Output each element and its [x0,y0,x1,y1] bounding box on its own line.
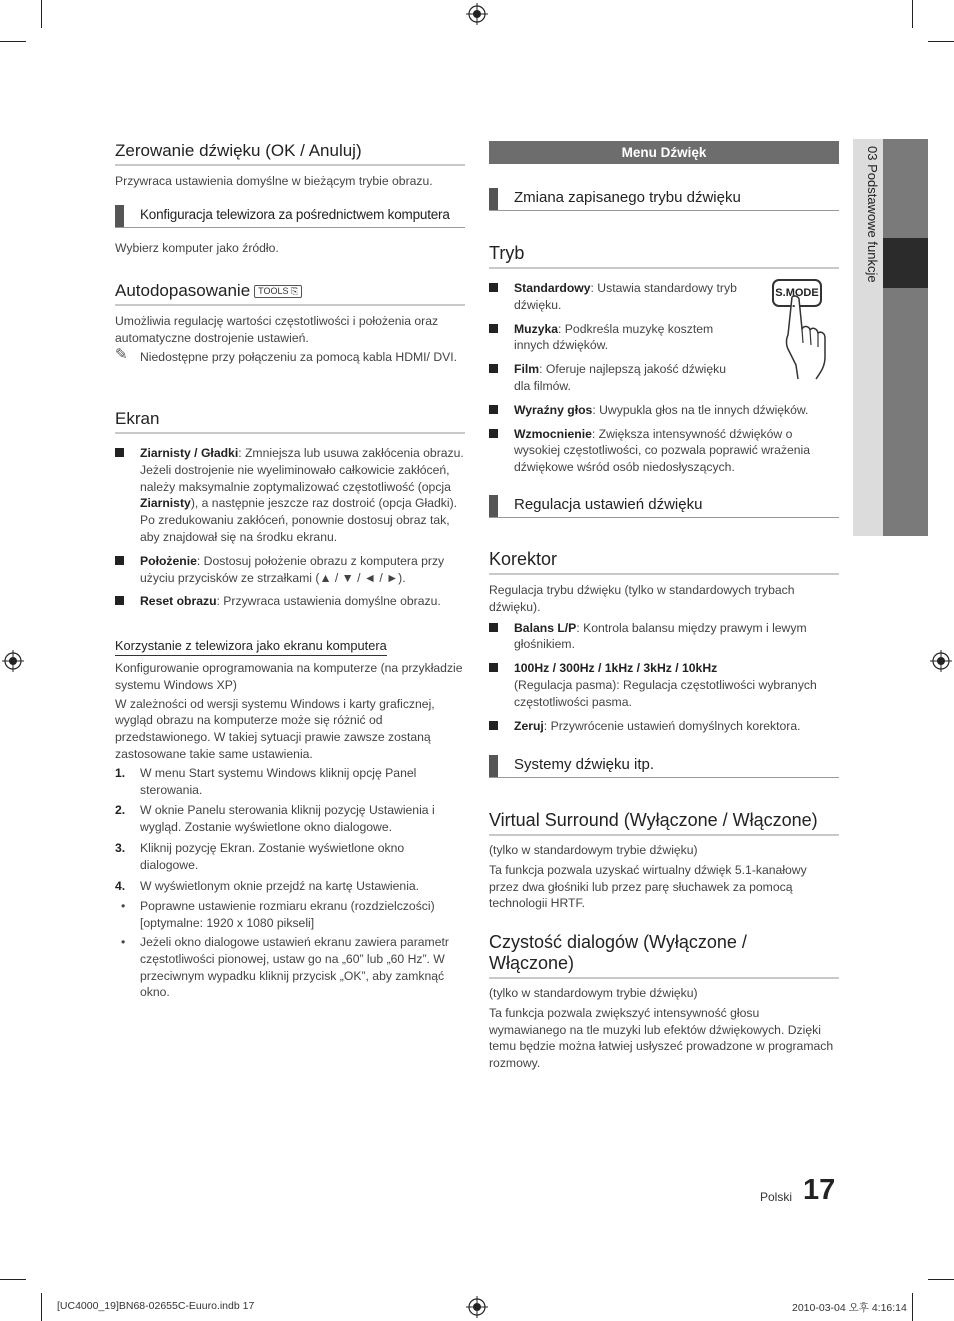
bullet-square-icon [489,405,498,414]
subsection-heading: Konfiguracja telewizora za pośrednictwem komputera [115,205,465,228]
crop-mark [41,1293,42,1321]
note: ✎ Niedostępne przy połączeniu za pomocą kabla HDMI/ DVI. [115,345,458,364]
bullet-square-icon [489,324,498,333]
bullet-square-icon [115,596,124,605]
section-title: Ekran [115,408,465,434]
pencil-note-icon: ✎ [115,345,128,363]
list-item: Muzyka: Podkreśla muzykę kosztem innych dźwięków. [489,321,744,355]
crop-mark [928,41,954,42]
section-text: Przywraca ustawienia domyślne w bieżącym trybie obrazu. [115,174,433,188]
paragraph: Konfigurowanie oprogramowania na komputerze (na przykładzie systemu Windows XP) [115,661,463,692]
list-item: Wzmocnienie: Zwiększa intensywność dźwięków o wysokiej częstotliwości, co pozwala poprawić wrażenia dźwiękowe wśród osób niedosłyszących. [489,426,839,476]
section-virtual-surround [489,810,839,912]
bullet-square-icon [489,623,498,632]
list-item: 100Hz / 300Hz / 1kHz / 3kHz / 10kHz (Regulacja pasma): Regulacja częstotliwości wybranych częstotliwości pasma. [489,660,839,710]
side-tab-label: 03 Podstawowe funkcje [865,146,880,283]
bullet-square-icon [115,556,124,565]
bullet-square-icon [489,663,498,672]
list-item: Standardowy: Ustawia standardowy tryb dźwięku. [489,280,744,314]
step-item: 4. W wyświetlonym oknie przejdź na kartę Ustawienia. [115,878,420,893]
dot-item: • Jeżeli okno dialogowe ustawień ekranu zawiera parametr częstotliwości pionowej, ustaw go na „60” lub „60 Hz”. W przeciwnym wypadku kliknij przycisk „OK”, aby zamknąć okno. [121,934,449,1000]
step-item: 3. Kliknij pozycję Ekran. Zostanie wyświetlone okno dialogowe. [115,840,405,872]
crop-mark [0,41,26,42]
registration-mark-icon [930,650,952,672]
section-title: Korektor [489,549,839,575]
section-ekran [115,408,465,610]
step-item: 2. W oknie Panelu sterowania kliknij pozycję Ustawienia i wygląd. Zostanie wyświetlone okno dialogowe. [115,803,435,835]
section-text: Regulacja trybu dźwięku (tylko w standardowych trybach dźwięku). [489,583,795,614]
list-item: Balans L/P: Kontrola balansu między prawym i lewym głośnikiem. [489,620,839,654]
paragraph: Ta funkcja pozwala zwiększyć intensywność głosu wymawianego na tle muzyki lub efektów dźwiękowych. Dzięki temu będzie można łatwiej usłyszeć prowadzone w programach rozmowy. [489,1005,834,1071]
crop-mark [0,1279,26,1280]
menu-banner: Menu Dźwięk [489,141,839,164]
page-number: 17 [803,1174,836,1206]
bullet-square-icon [115,448,124,457]
bullet-square-icon [489,364,498,373]
registration-mark-icon [466,3,488,25]
step-item: 1. W menu Start systemu Windows kliknij opcję Panel sterowania. [115,765,417,797]
side-tab-dark-strip [883,139,928,536]
bullet-square-icon [489,721,498,730]
subsection-heading: Korzystanie z telewizora jako ekranu komputera [115,638,387,656]
crop-mark [928,1279,954,1280]
section-autodopasowanie [115,280,465,365]
tools-badge: TOOLS ⎘ [254,285,302,298]
paragraph: Ta funkcja pozwala uzyskać wirtualny dźwięk 5.1-kanałowy przez dwa głośniki lub przez parę słuchawek za pomocą technologii HRTF. [489,862,807,911]
section-tryb [489,243,839,476]
crop-mark [912,1293,913,1321]
subsection-heading: Regulacja ustawień dźwięku [489,495,839,518]
list-item: Ziarnisty / Gładki: Zmniejsza lub usuwa zakłócenia obrazu. Jeżeli dostrojenie nie wyeliminowało całkowicie zakłóceń, należy maksymalnie zoptymalizować częstotliwość (opcja Ziarnisty), a następnie jeszcze raz dostroić (opcja Gładki). Po zredukowaniu zakłóceń, ponownie dostosuj obraz tak, aby znajdował się na środku ekranu. [115,445,465,546]
bullet-square-icon [489,283,498,292]
crop-mark [41,0,42,28]
section-text: Wybierz komputer jako źródło. [115,241,279,255]
smode-button-icon: S.MODE [772,279,822,307]
print-file-info: [UC4000_19]BN68-02655C-Euuro.indb 17 [57,1300,255,1312]
section-title: Virtual Surround (Wyłączone / Włączone) [489,810,839,836]
list-item: Wyraźny głos: Uwypukla głos na tle innych dźwięków. [489,402,839,419]
section-text: Umożliwia regulację wartości częstotliwości i położenia oraz automatyczne dostrojenie ustawień. [115,314,439,345]
section-korektor [489,549,839,734]
subsection-regulacja [489,495,839,518]
side-tab-chapter-marker [883,238,928,288]
paragraph: (tylko w standardowym trybie dźwięku) [489,843,698,857]
print-date-info: 2010-03-04 오후 4:16:14 [792,1302,907,1314]
pointing-hand-icon [784,295,828,381]
section-czystosc-dialogow [489,932,839,1072]
subsection-systemy [489,755,839,778]
smode-remote-illustration [772,279,828,383]
crop-mark [912,0,913,28]
list-item: Zeruj: Przywrócenie ustawień domyślnych korektora. [489,718,839,735]
section-title: Zerowanie dźwięku (OK / Anuluj) [115,140,465,166]
registration-mark-icon [466,1296,488,1318]
subsection-heading: Zmiana zapisanego trybu dźwięku [489,188,839,211]
section-title: Czystość dialogów (Wyłączone / Włączone) [489,932,747,973]
paragraph: W zależności od wersji systemu Windows i karty graficznej, wygląd obrazu na komputerze może się różnić od przedstawionego. W takiej sytuacji prawie zawsze zostaną zastosowane takie same ustawienia. [115,696,435,761]
footer-language: Polski [760,1190,793,1204]
subsection-zmiana [489,188,839,211]
list-item: Film: Oferuje najlepszą jakość dźwięku dla filmów. [489,361,744,395]
list-item: Położenie: Dostosuj położenie obrazu z komputera przy użyciu przycisków ze strzałkami (▲ / ▼ / ◄ / ►). [115,553,465,587]
section-title: Autodopasowanie TOOLS ⎘ [115,280,465,306]
bullet-square-icon [489,429,498,438]
section-korzystanie [115,637,465,1001]
paragraph: (tylko w standardowym trybie dźwięku) [489,986,698,1000]
section-zerowanie [115,140,465,190]
list-item: Reset obrazu: Przywraca ustawienia domyślne obrazu. [115,593,465,610]
registration-mark-icon [2,650,24,672]
dot-item: • Poprawne ustawienie rozmiaru ekranu (rozdzielczości) [optymalne: 1920 x 1080 pikseli] [121,899,435,931]
section-title: Tryb [489,243,839,269]
subsection-heading: Systemy dźwięku itp. [489,755,839,778]
subsection-konfiguracja [115,205,465,257]
